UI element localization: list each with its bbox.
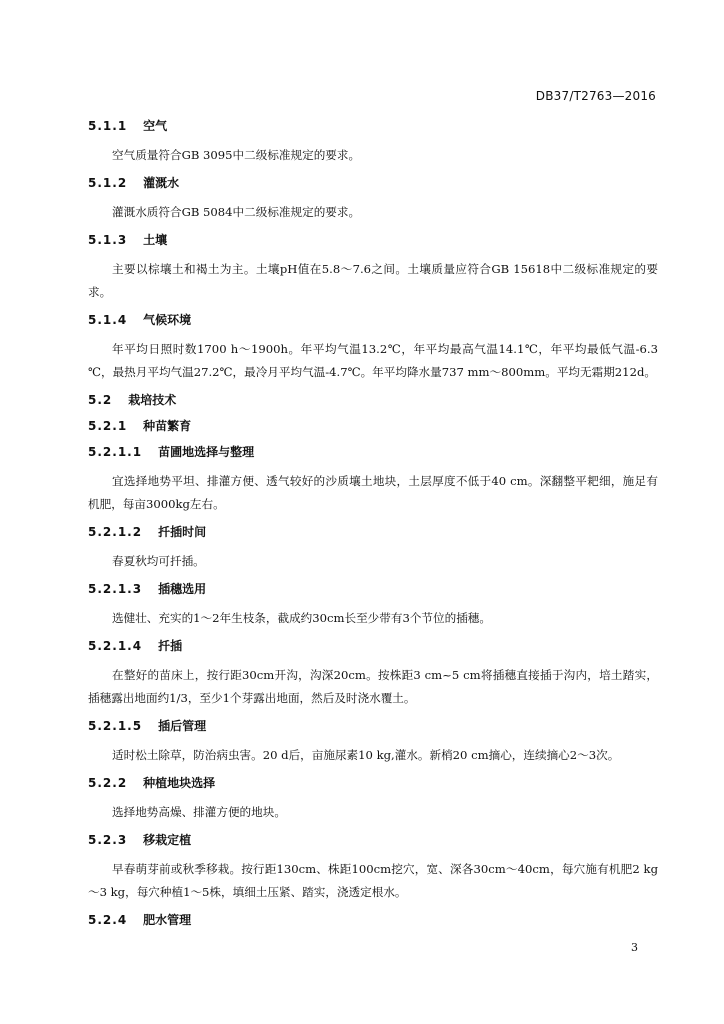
section-number: 5.2.1.1	[88, 445, 143, 459]
section-heading-5-2-1-5	[88, 718, 658, 734]
section-heading-5-1-1	[88, 118, 658, 134]
document-body	[88, 118, 658, 938]
section-paragraph: 宜选择地势平坦、排灌方便、透气较好的沙质壤土地块，土层厚度不低于40 cm。深翻整平耙细，施足有机肥，每亩3000kg左右。	[88, 474, 658, 511]
section-paragraph: 早春萌芽前或秋季移栽。按行距130cm、株距100cm挖穴，宽、深各30cm～40cm，每穴施有机肥2 kg～3 kg，每穴种植1～5株，填细土压紧、踏实，浇透定根水。	[88, 862, 658, 899]
section-number: 5.1.3	[88, 233, 128, 247]
standard-code: DB37/T2763—2016	[535, 89, 656, 103]
section-heading-5-2-1-1	[88, 444, 658, 460]
section-paragraph: 选择地势高燥、排灌方便的地块。	[112, 805, 286, 819]
section-title: 土壤	[143, 233, 168, 247]
section-paragraph: 选健壮、充实的1～2年生枝条，截成约30cm长至少带有3个节位的插穗。	[112, 611, 491, 625]
section-title: 空气	[143, 119, 168, 133]
section-title: 栽培技术	[128, 393, 177, 407]
section-heading-5-2-4	[88, 912, 658, 928]
section-number: 5.2.3	[88, 833, 128, 847]
section-number: 5.2.1.4	[88, 639, 143, 653]
section-heading-5-2-1-3	[88, 581, 658, 597]
section-title: 扦插时间	[158, 525, 207, 539]
section-heading-5-2-3	[88, 832, 658, 848]
section-heading-5-2-1	[88, 418, 658, 434]
section-number: 5.2.1.2	[88, 525, 143, 539]
section-paragraph: 灌溉水质符合GB 5084中二级标准规定的要求。	[112, 205, 361, 219]
section-number: 5.1.2	[88, 176, 128, 190]
section-title: 灌溉水	[143, 176, 180, 190]
section-title: 插后管理	[158, 719, 207, 733]
section-title: 种苗繁育	[143, 419, 192, 433]
page-number: 3	[631, 941, 638, 954]
section-paragraph: 适时松土除草，防治病虫害。20 d后，亩施尿素10 kg,灌水。新梢20 cm摘心，连续摘心2～3次。	[112, 748, 620, 762]
section-title: 插穗选用	[158, 582, 207, 596]
section-paragraph: 空气质量符合GB 3095中二级标准规定的要求。	[112, 148, 361, 162]
section-number: 5.1.1	[88, 119, 128, 133]
section-number: 5.2	[88, 393, 113, 407]
section-title: 苗圃地选择与整理	[158, 445, 255, 459]
section-paragraph: 在整好的苗床上，按行距30cm开沟，沟深20cm。按株距3 cm~5 cm将插穗直接插于沟内，培土踏实，插穗露出地面约1/3，至少1个芽露出地面，然后及时浇水覆土。	[88, 668, 658, 705]
section-title: 种植地块选择	[143, 776, 216, 790]
section-paragraph: 主要以棕壤土和褐土为主。土壤pH值在5.8～7.6之间。土壤质量应符合GB 15618中二级标准规定的要求。	[88, 262, 658, 299]
section-title: 肥水管理	[143, 913, 192, 927]
section-heading-5-2	[88, 392, 658, 408]
section-number: 5.2.1.3	[88, 582, 143, 596]
section-heading-5-2-1-2	[88, 524, 658, 540]
section-number: 5.2.1.5	[88, 719, 143, 733]
section-number: 5.1.4	[88, 313, 128, 327]
section-title: 气候环境	[143, 313, 192, 327]
section-number: 5.2.4	[88, 913, 128, 927]
section-number: 5.2.1	[88, 419, 128, 433]
section-heading-5-2-1-4	[88, 638, 658, 654]
section-paragraph: 春夏秋均可扦插。	[112, 554, 205, 568]
section-title: 扦插	[158, 639, 183, 653]
section-heading-5-1-3	[88, 232, 658, 248]
section-number: 5.2.2	[88, 776, 128, 790]
section-title: 移栽定植	[143, 833, 192, 847]
section-heading-5-1-4	[88, 312, 658, 328]
section-heading-5-1-2	[88, 175, 658, 191]
section-paragraph: 年平均日照时数1700 h～1900h。年平均气温13.2℃，年平均最高气温14.1℃，年平均最低气温-6.3 ℃，最热月平均气温27.2℃，最冷月平均气温-4.7℃。年平均降水量737 mm～800mm。平均无霜期212d。	[88, 342, 658, 379]
section-heading-5-2-2	[88, 775, 658, 791]
